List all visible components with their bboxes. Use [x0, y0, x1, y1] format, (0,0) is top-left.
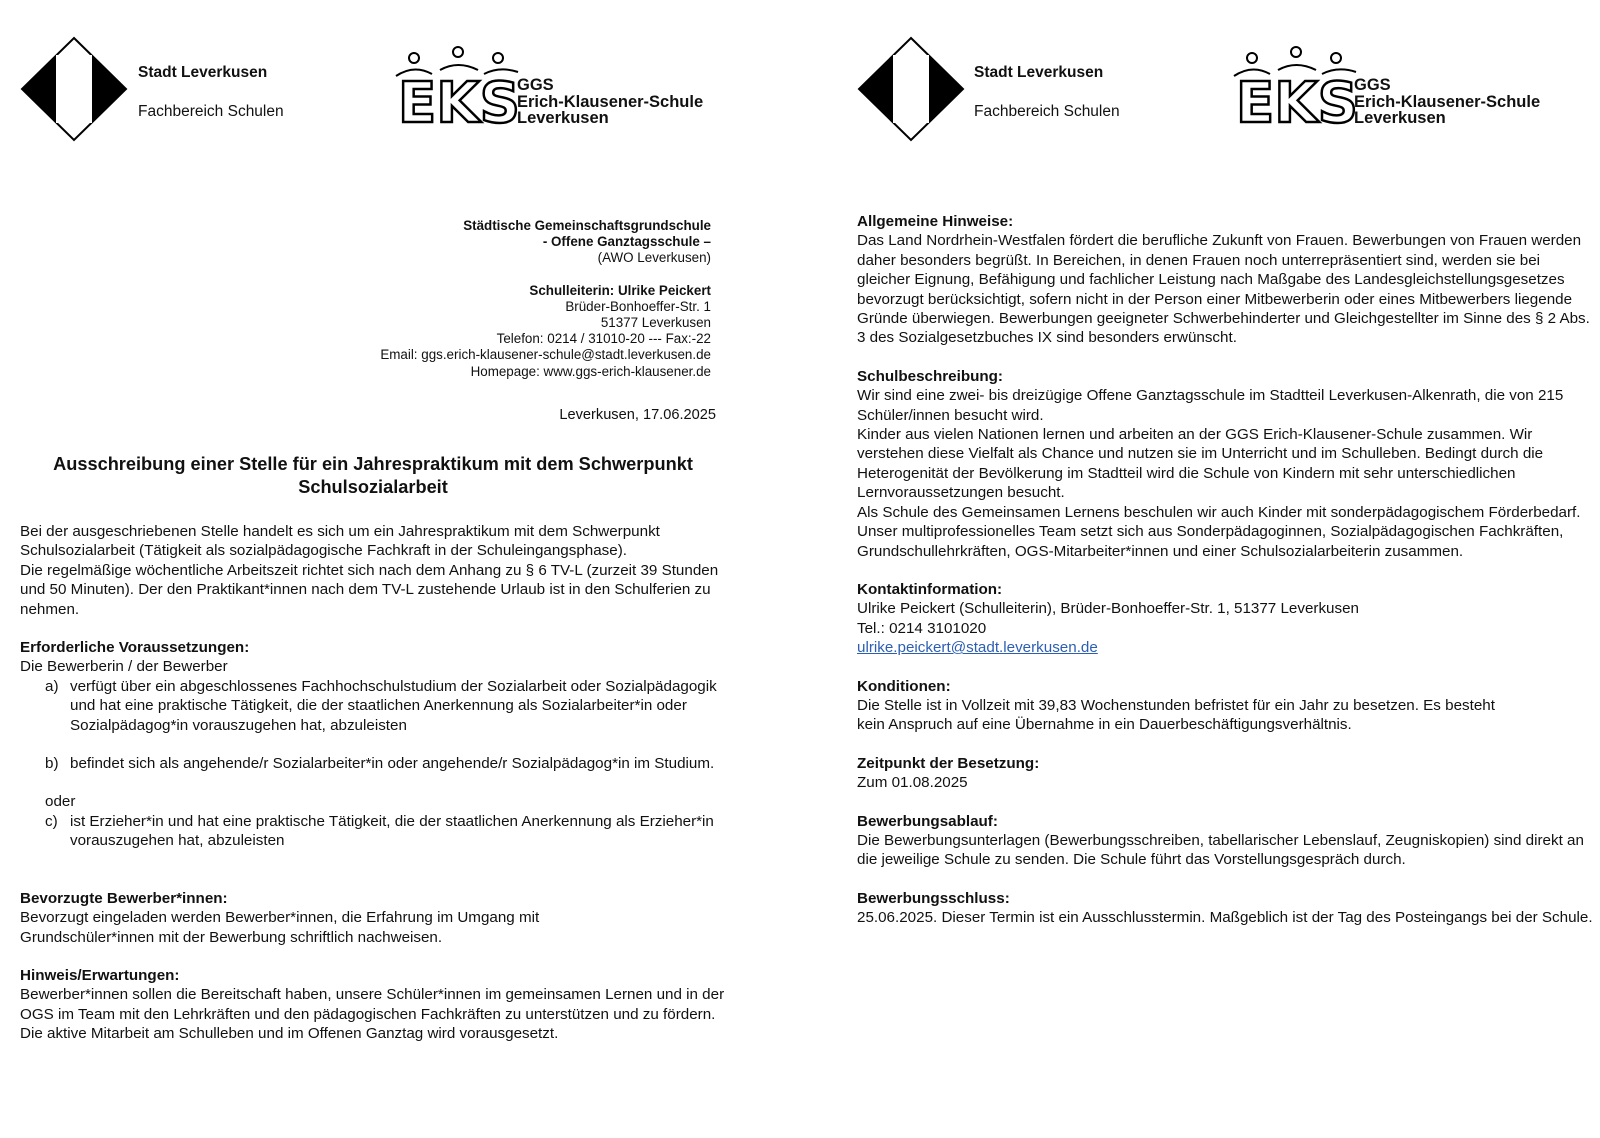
contact-email-link[interactable]: ulrike.peickert@stadt.leverkusen.de	[857, 639, 1098, 657]
school-logo-letters: EKS	[398, 71, 520, 132]
school-logo-letters: EKS	[1236, 71, 1358, 132]
deadline-text: 25.06.2025. Dieser Termin ist ein Ausschlusstermin. Maßgeblich ist der Tag des Posteingangs bei der Schule.	[857, 909, 1593, 927]
requirements-heading: Erforderliche Voraussetzungen:	[20, 639, 250, 657]
or-word: oder	[45, 793, 76, 811]
expectations-heading: Hinweis/Erwartungen:	[20, 966, 180, 984]
city-crest-icon	[20, 36, 128, 142]
deadline-heading: Bewerbungsschluss:	[857, 889, 1010, 907]
school-abbr: GGS	[517, 76, 554, 94]
conditions-text: Die Stelle ist in Vollzeit mit 39,83 Wochenstunden befristet für ein Jahr zu besetzen. Es besteht kein Anspruch auf eine Übernahme in ein Dauerbeschäftigungsverhältnis.	[857, 696, 1495, 734]
department-name: Fachbereich Schulen	[138, 103, 284, 120]
city-name: Stadt Leverkusen	[974, 64, 1104, 81]
list-marker: a)	[45, 677, 59, 695]
intro-paragraph-2: Die regelmäßige wöchentliche Arbeitszeit richtet sich nach dem Anhang zu § 6 TV-L (zurzeit 39 Stunden und 50 Minuten). Der den Praktikant*innen nach dem TV-L zustehende Urlaub ist in den Schulferien zu nehmen.	[20, 561, 719, 618]
school-description-heading: Schulbeschreibung:	[857, 367, 1003, 385]
school-description-p2: Kinder aus vielen Nationen lernen und arbeiten an der GGS Erich-Klausener-Schule zusammen. Wir verstehen diese Vielfalt als Chance und nutzen sie im Unterricht und im Schulleben. Bedingt durch die Heterogenität der Bevölkerung im Stadtteil wird die Schule von Kindern mit sehr unterschiedlichen Lernvoraussetzungen besucht.	[857, 426, 1544, 502]
requirement-item-c	[20, 812, 740, 851]
school-address-block	[380, 218, 711, 380]
conditions-heading: Konditionen:	[857, 677, 951, 695]
list-marker: b)	[45, 755, 59, 773]
school-description-p3: Als Schule des Gemeinsamen Lernens beschulen wir auch Kinder mit sonderpädagogischem Förderbedarf. Unser multiprofessionelles Team setzt sich aus Sonderpädagoginnen, Sozialpädagogischen Fachkräften, Grundschullehrkräften, OGS-Mitarbeiter*innen und einer Schulsozialarbeiterin zusammen.	[857, 503, 1581, 560]
requirement-item-b	[20, 754, 740, 773]
process-text: Die Bewerbungsunterlagen (Bewerbungsschreiben, tabellarischer Lebenslauf, Zeugniskopien) sind direkt an die jeweilige Schule zu senden. Die Schule führt das Vorstellungsgespräch durch.	[857, 831, 1584, 869]
school-description-p1: Wir sind eine zwei- bis dreizügige Offene Ganztagsschule im Stadtteil Leverkusen-Alkenrath, die von 215 Schüler/innen besucht wird.	[857, 387, 1564, 424]
document-title: Ausschreibung einer Stelle für ein Jahrespraktikum mit dem Schwerpunkt Schulsozialarbeit	[53, 454, 693, 497]
right-body	[857, 212, 1597, 947]
homepage-line: Homepage: www.ggs-erich-klausener.de	[470, 363, 711, 379]
contact-address: Ulrike Peickert (Schulleiterin), Brüder-Bonhoeffer-Str. 1, 51377 Leverkusen	[857, 600, 1359, 618]
list-marker: c)	[45, 812, 58, 830]
school-operator-line: (AWO Leverkusen)	[597, 250, 711, 266]
department-name: Fachbereich Schulen	[974, 103, 1120, 120]
contact-phone: Tel.: 0214 3101020	[857, 619, 987, 637]
document-page-2	[857, 0, 1600, 1138]
requirement-item-a	[20, 677, 740, 735]
date-line: Leverkusen, 17.06.2025	[559, 407, 716, 423]
phone-line: Telefon: 0214 / 31010-20 --- Fax:-22	[496, 331, 711, 347]
school-city: Leverkusen	[517, 109, 609, 127]
left-body	[20, 522, 740, 1063]
preferred-text: Bevorzugt eingeladen werden Bewerber*innen, die Erfahrung im Umgang mit Grundschüler*innen mit der Bewerbung schriftlich nachweisen.	[20, 909, 540, 946]
list-item-text: befindet sich als angehende/r Sozialarbeiter*in oder angehende/r Sozialpädagog*in im Studium.	[70, 755, 715, 773]
city-name: Stadt Leverkusen	[138, 64, 268, 81]
school-name: Erich-Klausener-Schule	[1354, 92, 1541, 111]
school-abbr: GGS	[1354, 76, 1391, 94]
city-crest-icon	[857, 36, 965, 142]
preferred-heading: Bevorzugte Bewerber*innen:	[20, 889, 228, 907]
postal-line: 51377 Leverkusen	[600, 315, 711, 331]
school-letterhead	[517, 77, 703, 127]
general-text: Das Land Nordrhein-Westfalen fördert die berufliche Zukunft von Frauen. Bewerbungen von Frauen werden daher besonders begrüßt. In Bereichen, in denen Frauen noch unterrepräsentiert sind, werden sie bei gleicher Eignung, Befähigung und fachlicher Leistung nach Maßgabe des Landesgleichstellungsgesetzes bevorzugt berücksichtigt, sofern nicht in der Person einer Mitbewerberin oder eines Mitbewerbers liegende Gründe überwiegen. Bewerbungen geeigneter Schwerbehinderter und Gleichgestellter im Sinne des § 2 Abs. 3 des Sozialgesetzbuches IX sind besonders erwünscht.	[857, 232, 1590, 347]
principal-line: Schulleiterin: Ulrike Peickert	[529, 282, 711, 298]
start-date-text: Zum 01.08.2025	[857, 774, 968, 792]
school-letterhead	[1354, 77, 1540, 127]
process-heading: Bewerbungsablauf:	[857, 812, 998, 830]
school-name: Erich-Klausener-Schule	[517, 92, 704, 111]
list-item-text: ist Erzieher*in und hat eine praktische Tätigkeit, die der staatlichen Anerkennung als Erzieher*in vorauszugehen hat, abzuleisten	[70, 812, 714, 850]
start-date-heading: Zeitpunkt der Besetzung:	[857, 754, 1040, 772]
expectations-text: Bewerber*innen sollen die Bereitschaft haben, unsere Schüler*innen im gemeinsamen Lernen und in der OGS im Team mit den Lehrkräften und den pädagogischen Fachkräften zu unterstützen und zu fördern. Die aktive Mitarbeit am Schulleben und im Offenen Ganztag wird vorausgesetzt.	[20, 986, 725, 1043]
list-item-text: verfügt über ein abgeschlossenes Fachhochschulstudium der Sozialarbeit oder Sozialpädagogik und hat eine praktische Tätigkeit, die der staatlichen Anerkennung als Sozialarbeiter*in oder Sozialpädagog*in vorauszugehen hat, abzuleisten	[70, 677, 717, 734]
school-ogs-line: - Offene Ganztagsschule –	[542, 234, 711, 250]
school-type-line: Städtische Gemeinschaftsgrundschule	[463, 218, 711, 233]
school-city: Leverkusen	[1354, 109, 1446, 127]
street-line: Brüder-Bonhoeffer-Str. 1	[565, 298, 711, 314]
email-line: Email: ggs.erich-klausener-schule@stadt.leverkusen.de	[380, 347, 711, 363]
school-logo-icon	[1230, 44, 1360, 132]
contact-heading: Kontaktinformation:	[857, 580, 1003, 598]
intro-paragraph-1: Bei der ausgeschriebenen Stelle handelt es sich um ein Jahrespraktikum mit dem Schwerpunkt Schulsozialarbeit (Tätigkeit als sozialpädagogische Fachkraft in der Schuleingangsphase).	[20, 523, 660, 560]
general-heading: Allgemeine Hinweise:	[857, 213, 1014, 230]
requirements-lead: Die Bewerberin / der Bewerber	[20, 658, 228, 676]
school-logo-icon	[392, 44, 522, 132]
